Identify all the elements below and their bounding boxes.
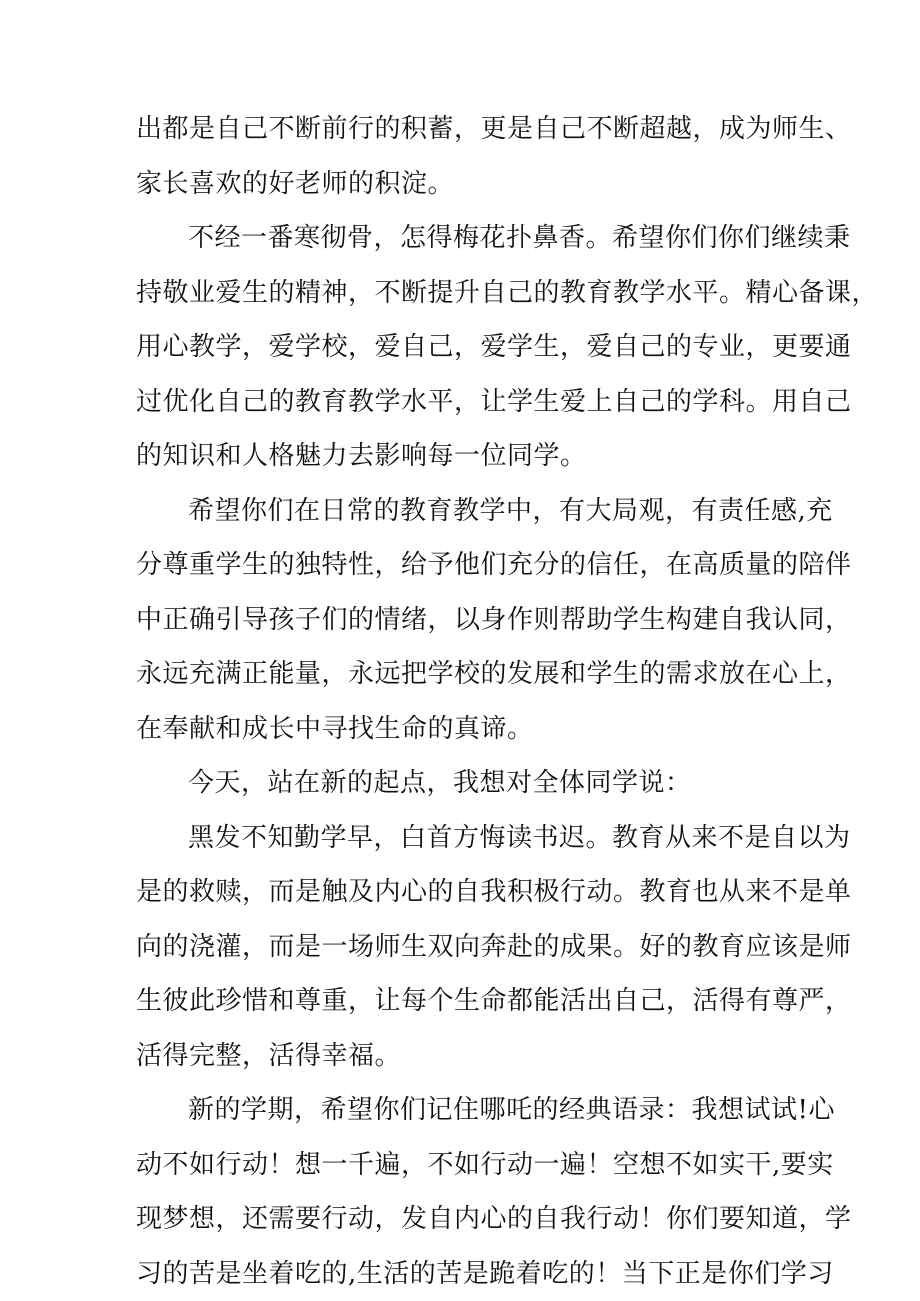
text-line: 黑发不知勤学早，白首方悔读书迟。教育从来不是自以为 bbox=[188, 822, 851, 853]
text-line: 永远充满正能量，永远把学校的发展和学生的需求放在心上， bbox=[136, 659, 852, 689]
text-line: 中正确引导孩子们的情绪，以身作则帮助学生构建自我认同， bbox=[136, 604, 852, 635]
text-line: 希望你们在日常的教育教学中，有大局观，有责任感,充 bbox=[188, 495, 833, 526]
text-line: 过优化自己的教育教学水平，让学生爱上自己的学科。用自己 bbox=[136, 386, 852, 417]
text-line: 现梦想，还需要行动，发自内心的自我行动！你们要知道，学 bbox=[136, 1204, 852, 1234]
text-line: 出都是自己不断前行的积蓄，更是自己不断超越，成为师生、 bbox=[136, 114, 852, 144]
text-line: 在奉献和成长中寻找生命的真谛。 bbox=[136, 713, 534, 744]
text-line: 分尊重学生的独特性，给予他们充分的信任，在高质量的陪伴 bbox=[136, 550, 852, 580]
text-line: 不经一番寒彻骨，怎得梅花扑鼻香。希望你们你们继续秉 bbox=[188, 223, 851, 253]
text-line: 今天，站在新的起点，我想对全体同学说： bbox=[188, 768, 692, 798]
text-line: 家长喜欢的好老师的积淀。 bbox=[136, 168, 455, 199]
text-line: 新的学期，希望你们记住哪吒的经典语录：我想试试!心 bbox=[188, 1095, 835, 1125]
text-line: 用心教学，爱学校，爱自己，爱学生，爱自己的专业，更要通 bbox=[136, 332, 852, 362]
text-line: 动不如行动！想一千遍，不如行动一遍！空想不如实干,要实 bbox=[136, 1149, 834, 1180]
text-line: 是的救赎，而是触及内心的自我积极行动。教育也从来不是单 bbox=[136, 877, 852, 907]
text-line: 的知识和人格魅力去影响每一位同学。 bbox=[136, 441, 587, 471]
text-line: 活得完整，活得幸福。 bbox=[136, 1040, 402, 1071]
text-line: 持敬业爱生的精神，不断提升自己的教育教学水平。精心备课， bbox=[136, 277, 879, 308]
document-body bbox=[136, 102, 879, 1301]
text-line: 生彼此珍惜和尊重，让每个生命都能活出自己，活得有尊严， bbox=[136, 986, 852, 1016]
text-line: 习的苦是坐着吃的,生活的苦是跪着吃的！当下正是你们学习 bbox=[136, 1258, 834, 1289]
text-line: 向的浇灌，而是一场师生双向奔赴的成果。好的教育应该是师 bbox=[136, 931, 852, 962]
